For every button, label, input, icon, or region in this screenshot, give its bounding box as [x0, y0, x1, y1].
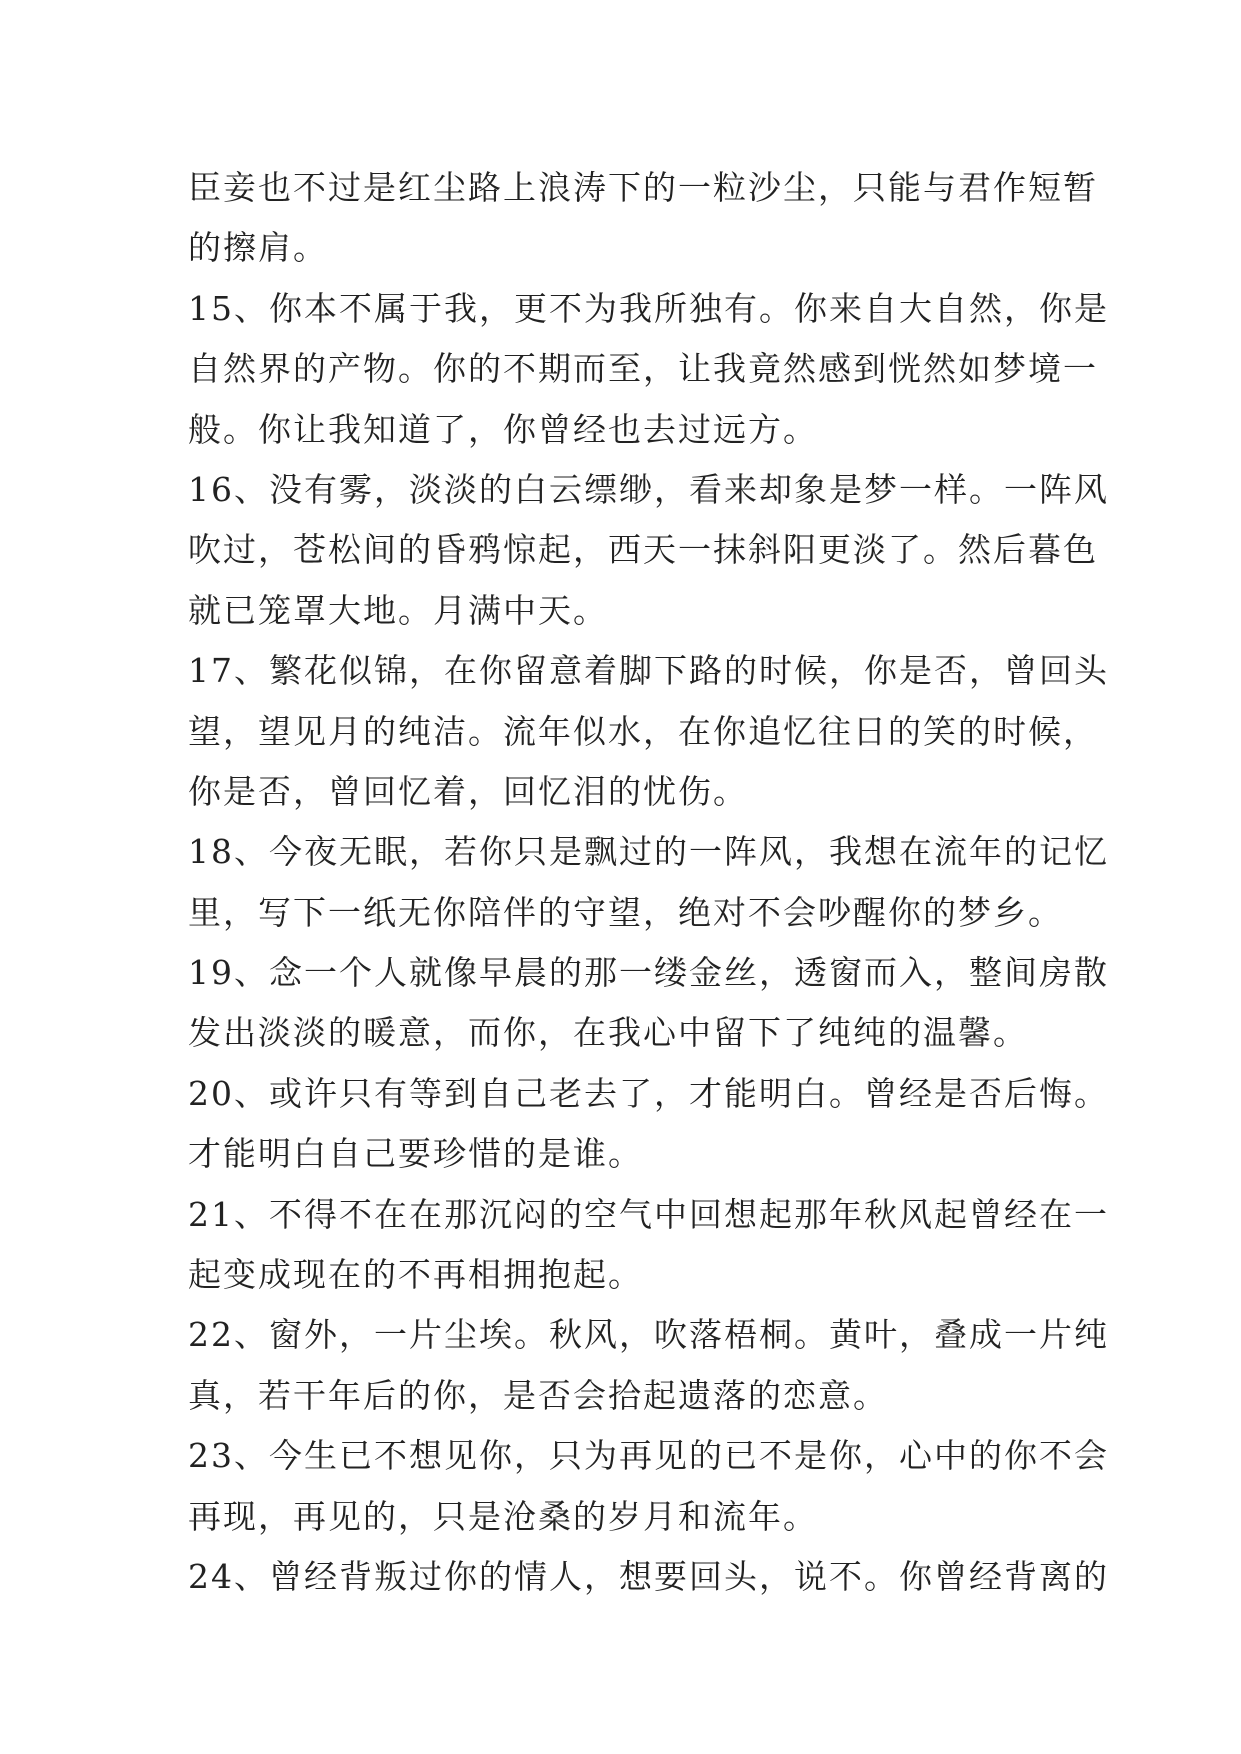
text-line: 的擦肩。	[188, 228, 328, 268]
text-line: 23、今生已不想见你，只为再见的已不是你，心中的你不会	[188, 1436, 1109, 1476]
text-line: 21、不得不在在那沉闷的空气中回想起那年秋风起曾经在一	[188, 1194, 1109, 1234]
text-line: 15、你本不属于我，更不为我所独有。你来自大自然，你是	[188, 288, 1109, 328]
text-line: 再现，再见的，只是沧桑的岁月和流年。	[188, 1496, 818, 1536]
text-line: 望，望见月的纯洁。流年似水，在你追忆往日的笑的时候，	[188, 711, 1098, 751]
text-line: 发出淡淡的暖意，而你，在我心中留下了纯纯的温馨。	[188, 1013, 1028, 1053]
text-line: 才能明白自己要珍惜的是谁。	[188, 1134, 643, 1174]
text-line: 就已笼罩大地。月满中天。	[188, 590, 608, 630]
text-line: 起变成现在的不再相拥抱起。	[188, 1255, 643, 1295]
text-line: 22、窗外，一片尘埃。秋风，吹落梧桐。黄叶，叠成一片纯	[188, 1315, 1109, 1355]
text-line: 般。你让我知道了，你曾经也去过远方。	[188, 409, 818, 449]
text-line: 17、繁花似锦，在你留意着脚下路的时候，你是否，曾回头	[188, 651, 1109, 691]
text-line: 吹过，苍松间的昏鸦惊起，西天一抹斜阳更淡了。然后暮色	[188, 530, 1098, 570]
text-line: 20、或许只有等到自己老去了，才能明白。曾经是否后悔。	[188, 1073, 1109, 1113]
text-line: 24、曾经背叛过你的情人，想要回头，说不。你曾经背离的	[188, 1556, 1109, 1596]
text-line: 里，写下一纸无你陪伴的守望，绝对不会吵醒你的梦乡。	[188, 892, 1063, 932]
text-line: 你是否，曾回忆着，回忆泪的忧伤。	[188, 771, 748, 811]
text-line: 18、今夜无眠，若你只是飘过的一阵风，我想在流年的记忆	[188, 832, 1109, 872]
text-line: 自然界的产物。你的不期而至，让我竟然感到恍然如梦境一	[188, 349, 1098, 389]
text-line: 臣妾也不过是红尘路上浪涛下的一粒沙尘，只能与君作短暂	[188, 168, 1098, 207]
text-line: 16、没有雾，淡淡的白云缥缈，看来却象是梦一样。一阵风	[188, 469, 1109, 509]
document-body	[188, 158, 1109, 1607]
text-line: 19、念一个人就像早晨的那一缕金丝，透窗而入，整间房散	[188, 953, 1109, 993]
text-line: 真，若干年后的你，是否会拾起遗落的恋意。	[188, 1375, 888, 1415]
